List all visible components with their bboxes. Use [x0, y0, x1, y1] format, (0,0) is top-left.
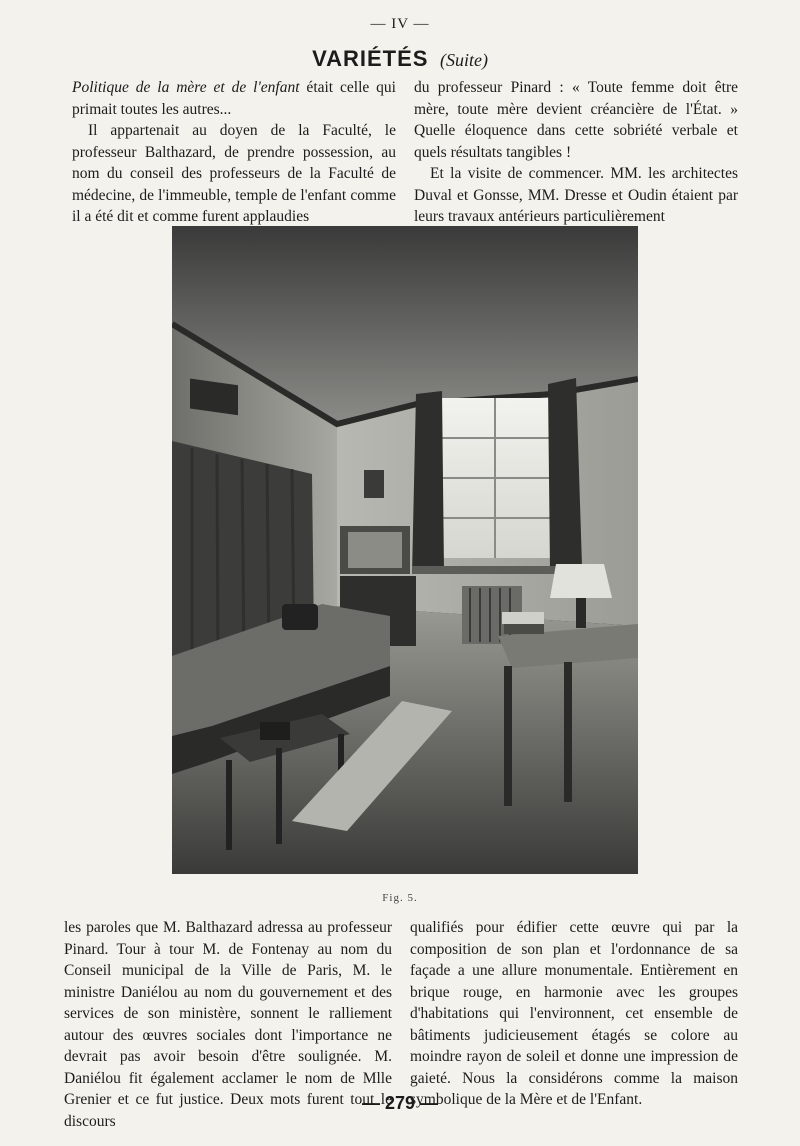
paragraph-bottom-right: qualifiés pour édifier cette œuvre qui par la composition de son plan et l'ordonnance de sa façade a une allure monumentale. Entièrement en brique rouge, en harmonie avec les groupes d'habitations qui l'environnent, cet ensemble de bâtiments judicieusement étagés se colore au moindre rayon de soleil et donne une impression de gaieté. Nous la considérons comme la maison symbolique de la Mère et de l'Enfant. — [410, 919, 738, 1108]
room-photograph — [172, 226, 638, 874]
paragraph-top-right-2: Et la visite de commencer. MM. les architectes Duval et Gonsse, MM. Dresse et Oudin étaient par leurs travaux antérieurs particulièrement — [414, 165, 738, 225]
paragraph-top-right-1: du professeur Pinard : « Toute femme doit être mère, toute mère devient créancière de l'État. » Quelle éloquence dans cette sobriété verbale et quels résultats tangibles ! — [414, 79, 738, 161]
column-top-left — [72, 77, 396, 228]
page-number: — 279 — — [361, 1093, 439, 1113]
section-title — [0, 46, 800, 72]
title-subtitle: (Suite) — [439, 50, 488, 70]
lead-rest: était celle qui primait toutes les autres... — [72, 79, 396, 118]
paragraph-top-left-2: Il appartenait au doyen de la Faculté, le professeur Balthazard, de prendre possession, au nom du conseil des professeurs de la Faculté de médecine, de l'immeuble, temple de l'enfant comme il a été dit et comme furent applaudies — [72, 122, 396, 225]
title-text: VARIÉTÉS — [312, 46, 429, 71]
paragraph-bottom-left: les paroles que M. Balthazard adressa au professeur Pinard. Tour à tour M. de Fontenay au nom du Conseil municipal de la Ville de Paris, M. le ministre Daniélou au nom du gouvernement et des services de son ministère, sonnent le ralliement autour des œuvres sociales dont l'importance ne devrait pas avoir besoin d'être soulignée. M. Daniélou fit également acclamer le nom de Mlle Grenier et ce fut justice. Deux mots furent tout le discours — [64, 919, 392, 1130]
page-marker: — IV — — [370, 16, 430, 32]
figure-caption: Fig. 5. — [382, 892, 418, 904]
column-top-right — [414, 77, 738, 228]
paragraph-top-left-1 — [72, 77, 396, 120]
column-bottom-right — [410, 917, 738, 1111]
italic-lead: Politique de la mère et de l'enfant — [72, 79, 300, 96]
room-photo-illustration — [172, 226, 638, 874]
